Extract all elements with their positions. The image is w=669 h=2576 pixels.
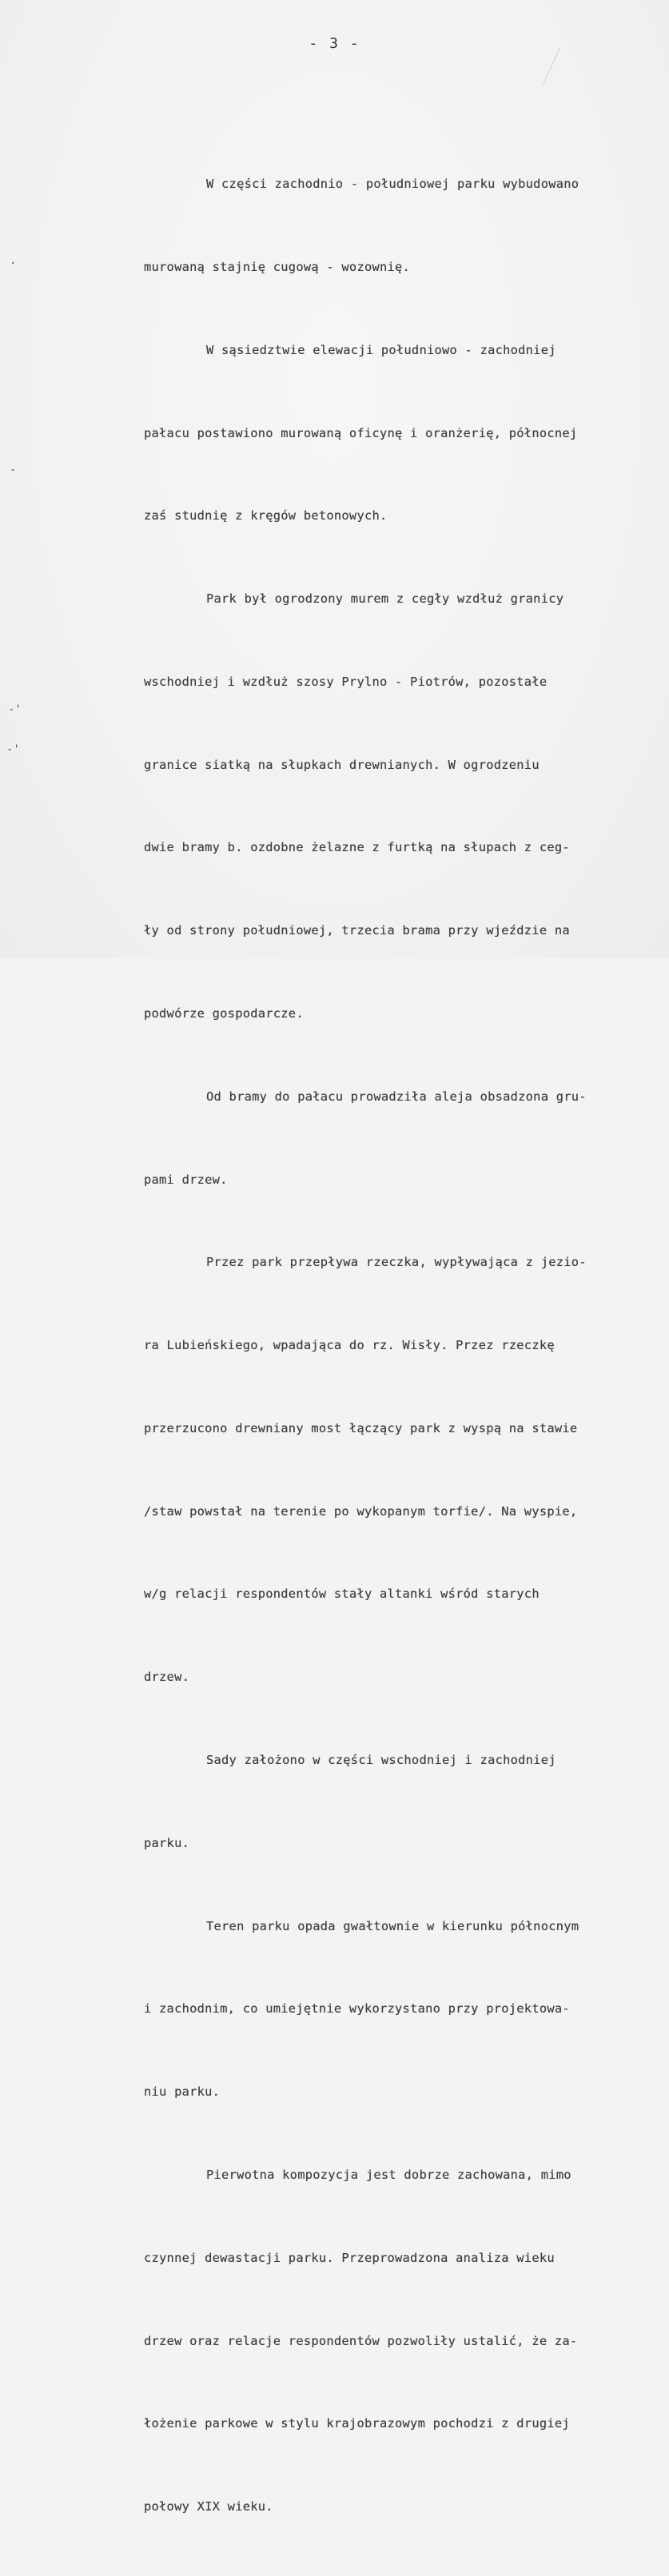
typewritten-body [144, 115, 639, 2576]
text-line: drzew oraz relacje respondentów pozwoliły ustalić, że za- [144, 2333, 578, 2348]
page-number: - 3 - [309, 35, 360, 52]
text-line: Przez park przepływa rzeczka, wypływająca z jezio- [206, 1255, 587, 1270]
text-line: i zachodnim, co umiejętnie wykorzystano przy projektowa- [144, 2001, 570, 2017]
text-line: pałacu postawiono murowaną oficynę i oranżerię, północnej [144, 425, 578, 440]
text-line: drzew. [144, 1670, 190, 1685]
text-line: /staw powstał na terenie po wykopanym torfie/. Na wyspie, [144, 1503, 578, 1519]
text-line: murowaną stajnię cugową - wozownię. [144, 259, 411, 274]
text-line: przerzucono drewniany most łączący park z wyspą na stawie [144, 1420, 578, 1435]
text-line: łożenie parkowe w stylu krajobrazowym pochodzi z drugiej [144, 2416, 570, 2431]
text-line: połowy XIX wieku. [144, 2499, 273, 2514]
text-line: niu parku. [144, 2084, 221, 2100]
text-line: pami drzew. [144, 1172, 228, 1187]
text-line: czynnej dewastacji parku. Przeprowadzona analiza wieku [144, 2250, 555, 2265]
text-line: ra Lubieńskiego, wpadająca do rz. Wisły. Przez rzeczkę [144, 1338, 555, 1353]
text-line: granice siatką na słupkach drewnianych. W ogrodzeniu [144, 757, 540, 772]
margin-mark: - [10, 464, 17, 476]
margin-mark: -' [8, 703, 22, 716]
text-line: Park był ogrodzony murem z cegły wzdłuż granicy [206, 591, 564, 607]
text-line: parku. [144, 1835, 190, 1850]
text-line: Pierwotna kompozycja jest dobrze zachowana, mimo [206, 2167, 571, 2182]
text-line: Sady założono w części wschodniej i zachodniej [206, 1753, 556, 1768]
text-line: W części zachodnio - południowej parku wybudowano [206, 177, 579, 192]
text-line: wschodniej i wzdłuż szosy Prylno - Piotrów, pozostałe [144, 674, 548, 689]
text-line: Od bramy do pałacu prowadziła aleja obsadzona gru- [206, 1089, 587, 1104]
text-line: w/g relacji respondentów stały altanki wśród starych [144, 1587, 540, 1602]
paper-scratch [543, 48, 560, 85]
text-line: zaś studnię z kręgów betonowych. [144, 508, 388, 524]
text-line: ły od strony południowej, trzecia brama przy wjeździe na [144, 923, 570, 938]
text-line: podwórze gospodarcze. [144, 1006, 304, 1021]
margin-mark: -' [6, 743, 20, 756]
text-line: W sąsiedztwie elewacji południowo - zachodniej [206, 342, 556, 357]
margin-mark: . [10, 254, 17, 267]
text-line: dwie bramy b. ozdobne żelazne z furtką na słupach z ceg- [144, 840, 570, 855]
text-line: Teren parku opada gwałtownie w kierunku północnym [206, 1918, 579, 1933]
